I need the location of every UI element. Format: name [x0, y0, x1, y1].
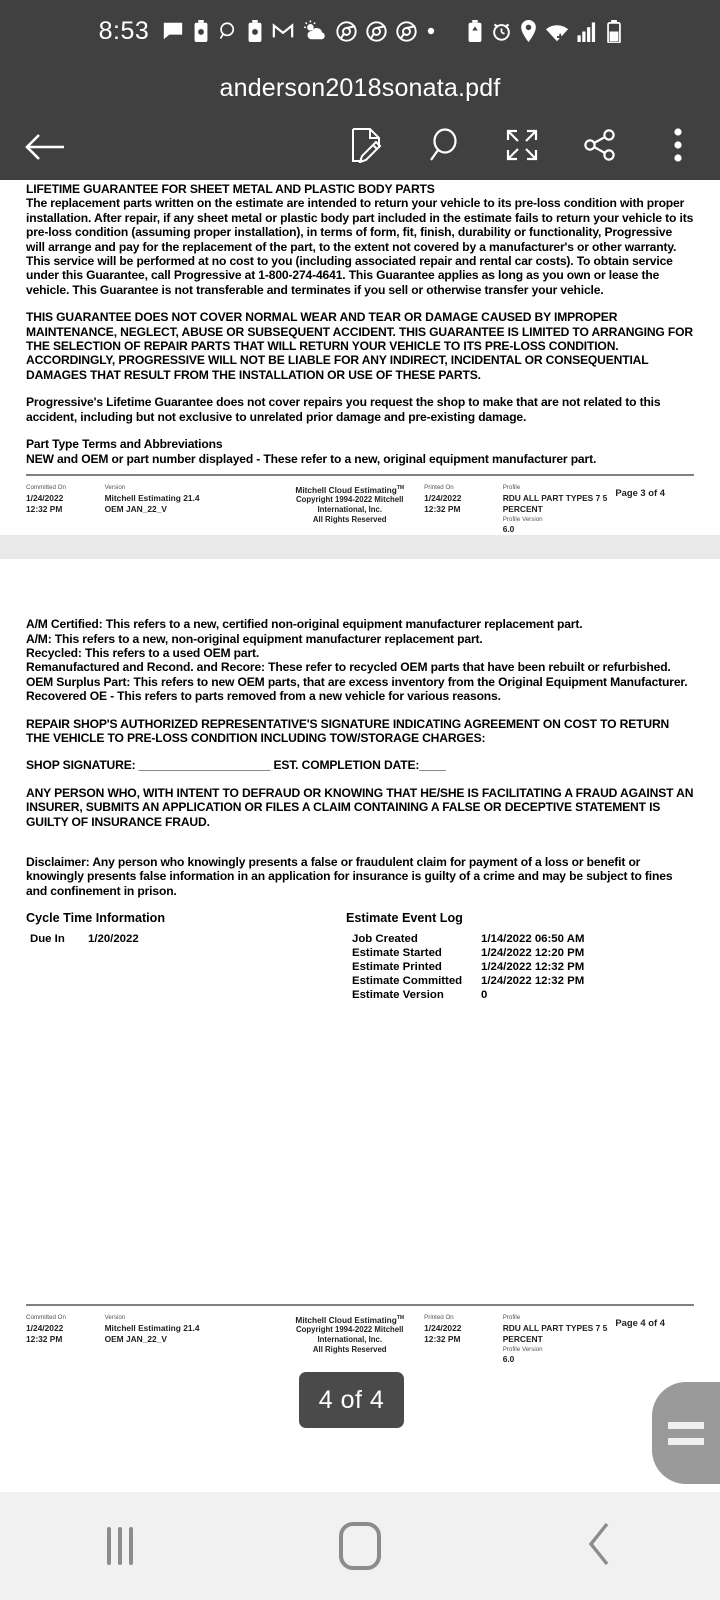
search-icon — [218, 20, 238, 42]
event-log-label: Estimate Version — [352, 989, 444, 1002]
document-filename: anderson2018sonata.pdf — [219, 73, 501, 102]
share-button[interactable] — [572, 119, 628, 175]
footer-copyright: Mitchell Cloud Estimating™ Copyright 1994-2022 Mitchell International, Inc. All Rights Reserved — [295, 484, 405, 525]
weather-icon — [303, 20, 327, 42]
share-icon — [583, 128, 617, 167]
chrome-icon-2 — [366, 21, 387, 42]
guarantee-paragraph-1: The replacement parts written on the estimate are intended to return your vehicle to its pre-loss condition with proper installation. After repair, if any sheet metal or plastic body part included in the estimate fails to return your vehicle to its pre-loss condition (assuming proper installation), in terms of form, fit, finish, durability or functionality, Progressive will arrange and pay for the replacement of the part, to the extent not covered by a manufacturer's or other warranty. This service will be performed at no cost to you (including associated repair and rental car costs). To obtain service under this Guarantee, call Progressive at 1-800-274-4641. This Guarantee applies as long as you own or lease the vehicle. This Guarantee is not transferable and terminates if you sell or otherwise transfer your vehicle. — [26, 196, 694, 297]
edit-signature-icon — [349, 127, 383, 168]
fraud-notice: ANY PERSON WHO, WITH INTENT TO DEFRAUD OR KNOWING THAT HE/SHE IS FACILITATING A FRAUD AGAINST AN INSURER, SUBMITS AN APPLICATION OR FILES A CLAIM CONTAINING A FALSE OR DECEPTIVE STATEMENT IS GUILTY OF INSURANCE FRAUD. — [26, 785, 694, 829]
search-icon — [427, 127, 461, 168]
scroll-handle[interactable] — [652, 1382, 720, 1484]
estimate-event-log — [346, 911, 694, 1002]
chrome-icon-3 — [396, 21, 417, 42]
battery-icon — [607, 20, 621, 43]
event-log-value: 1/24/2022 12:32 PM — [481, 961, 585, 974]
event-log-title: Estimate Event Log — [346, 911, 463, 926]
location-icon — [520, 20, 537, 42]
page-3-footer — [26, 474, 694, 535]
cycle-time-label: Due In — [30, 933, 65, 946]
status-bar-clock: 8:53 — [98, 16, 150, 45]
page-4-footer — [26, 1304, 694, 1365]
page-separator — [0, 535, 720, 559]
data-saver-icon — [467, 20, 483, 42]
back-button[interactable] — [22, 124, 68, 170]
cycle-time-title: Cycle Time Information — [26, 911, 166, 926]
battery-saver-icon — [193, 20, 209, 42]
more-notifications-dot-icon — [426, 26, 436, 36]
back-nav-button[interactable] — [480, 1492, 720, 1600]
shop-signature-line: SHOP SIGNATURE: ____________________ EST. COMPLETION DATE:____ — [26, 758, 446, 773]
alarm-icon — [491, 21, 512, 42]
term-recovered-oe: Recovered OE - This refers to parts removed from a new vehicle for various reasons. — [26, 689, 501, 704]
edit-signature-button[interactable] — [338, 119, 394, 175]
footer-page-number: Page 4 of 4 — [615, 1317, 665, 1329]
term-am-certified: A/M Certified: This refers to a new, certified non-original equipment manufacturer replacement part. — [26, 617, 583, 632]
recents-button[interactable] — [0, 1492, 240, 1600]
event-log-label: Estimate Committed — [352, 975, 463, 988]
shop-signature-notice: REPAIR SHOP'S AUTHORIZED REPRESENTATIVE'S SIGNATURE INDICATING AGREEMENT ON COST TO RETURN THE VEHICLE TO PRE-LOSS CONDITION INCLUDING TOW/STORAGE CHARGES: — [26, 716, 670, 745]
gmail-icon — [272, 20, 294, 42]
event-log-value: 1/24/2022 12:20 PM — [481, 947, 585, 960]
term-remanufactured: Remanufactured and Recond. and Recore: These refer to recycled OEM parts that have been rebuilt or refurbished. — [26, 660, 671, 675]
page-indicator — [299, 1372, 404, 1428]
home-icon — [339, 1522, 381, 1570]
battery-saver-icon-2 — [247, 20, 263, 42]
cycle-time-value: 1/20/2022 — [88, 933, 139, 946]
status-bar — [0, 0, 720, 62]
viewer-toolbar — [0, 114, 720, 180]
overflow-menu-icon — [673, 127, 683, 168]
overflow-menu-button[interactable] — [650, 119, 706, 175]
lifetime-guarantee-heading: LIFETIME GUARANTEE FOR SHEET METAL AND PLASTIC BODY PARTS — [26, 182, 435, 196]
footer-divider — [26, 474, 694, 476]
guarantee-paragraph-2: THIS GUARANTEE DOES NOT COVER NORMAL WEAR AND TEAR OR DAMAGE CAUSED BY IMPROPER MAINTENANCE, NEGLECT, ABUSE OR SUBSEQUENT ACCIDENT. THIS GUARANTEE IS LIMITED TO ARRANGING FOR THE SELECTION OF REPAIR PARTS THAT WILL RETURN YOUR VEHICLE TO ITS PRE-LOSS CONDITION. ACCORDINGLY, PROGRESSIVE WILL NOT BE LIABLE FOR ANY INDIRECT, INCIDENTAL OR CONSEQUENTIAL DAMAGES THAT RESULT FROM THE INSTALLATION OR USE OF THESE PARTS. — [26, 310, 693, 382]
footer-committed-on: Committed On 1/24/2022 12:32 PM — [26, 1314, 66, 1344]
scroll-handle-line — [668, 1438, 704, 1445]
search-button[interactable] — [416, 119, 472, 175]
guarantee-paragraph-3: Progressive's Lifetime Guarantee does not cover repairs you request the shop to make that are not related to this accident, including but not exclusive to unrelated prior damage and pre-existing damage. — [26, 395, 661, 424]
fullscreen-icon — [506, 129, 538, 166]
recents-icon — [107, 1527, 133, 1565]
term-am: A/M: This refers to a new, non-original equipment manufacturer replacement part. — [26, 631, 483, 646]
footer-copyright: Mitchell Cloud Estimating™ Copyright 1994-2022 Mitchell International, Inc. All Rights Reserved — [295, 1314, 405, 1355]
back-chevron-icon — [587, 1521, 613, 1572]
term-oem-surplus: OEM Surplus Part: This refers to new OEM parts, that are excess inventory from the Original Equipment Manufacturer. — [26, 674, 688, 689]
footer-page-number: Page 3 of 4 — [615, 486, 665, 498]
cycle-time-row — [26, 932, 346, 946]
home-button[interactable] — [240, 1492, 480, 1600]
footer-printed-on: Printed On 1/24/2022 12:32 PM — [424, 483, 462, 514]
android-navigation-bar — [0, 1492, 720, 1600]
chrome-icon — [336, 21, 357, 42]
event-log-row — [346, 932, 694, 946]
footer-profile: Profile RDU ALL PART TYPES 7 5 PERCENT Profile Version 6.0 — [502, 1314, 608, 1365]
message-icon — [162, 20, 184, 42]
footer-divider — [26, 1304, 694, 1306]
part-type-terms-heading: Part Type Terms and Abbreviations — [26, 437, 223, 452]
event-log-row — [346, 960, 694, 974]
fullscreen-button[interactable] — [494, 119, 550, 175]
footer-committed-on: Committed On 1/24/2022 12:32 PM — [26, 483, 66, 514]
event-log-label: Job Created — [352, 933, 418, 946]
scroll-handle-line — [668, 1422, 704, 1429]
event-log-row — [346, 946, 694, 960]
pdf-page-3 — [0, 180, 720, 535]
signal-icon — [577, 21, 599, 42]
footer-version: Version Mitchell Estimating 21.4 OEM JAN_22_V — [104, 1314, 200, 1344]
event-log-row — [346, 974, 694, 988]
pdf-page-scroll-area[interactable] — [0, 180, 720, 1492]
event-log-label: Estimate Started — [352, 947, 442, 960]
event-log-value: 1/24/2022 12:32 PM — [481, 975, 585, 988]
footer-version: Version Mitchell Estimating 21.4 OEM JAN_22_V — [104, 483, 200, 514]
document-title-bar — [0, 62, 720, 114]
cycle-time-information — [26, 911, 346, 1002]
event-log-value: 1/14/2022 06:50 AM — [481, 933, 585, 946]
event-log-value: 0 — [481, 989, 488, 1002]
pdf-page-4 — [0, 559, 720, 1471]
event-log-row — [346, 988, 694, 1002]
part-type-new-oem: NEW and OEM or part number displayed - These refer to a new, original equipment manufacturer part. — [26, 451, 597, 466]
disclaimer-text: Disclaimer: Any person who knowingly presents a false or fraudulent claim for payment of a loss or benefit or knowingly presents false information in an application for insurance is guilty of a crime and may be subject to fines and confinement in prison. — [26, 854, 673, 898]
page-indicator-label: 4 of 4 — [318, 1385, 385, 1414]
event-log-label: Estimate Printed — [352, 961, 442, 974]
footer-printed-on: Printed On 1/24/2022 12:32 PM — [424, 1314, 462, 1344]
term-recycled: Recycled: This refers to a used OEM part. — [26, 645, 260, 660]
footer-profile: Profile RDU ALL PART TYPES 7 5 PERCENT Profile Version 6.0 — [502, 483, 608, 535]
wifi-icon — [545, 21, 569, 42]
